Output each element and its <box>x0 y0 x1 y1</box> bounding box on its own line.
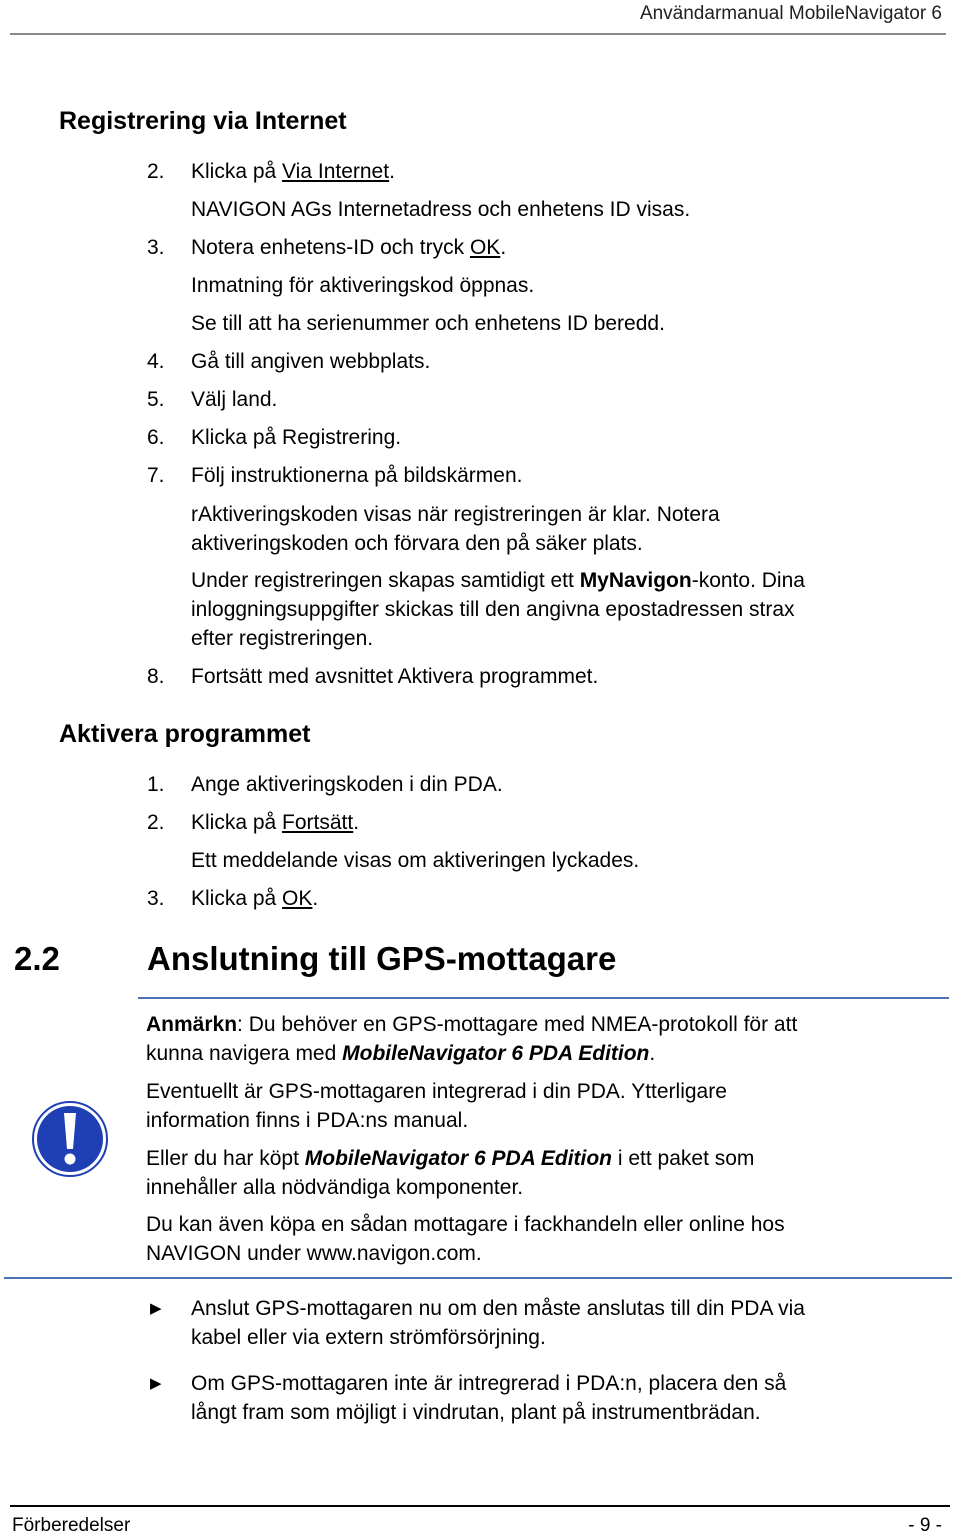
ui-link-fortsatt: Fortsätt <box>282 811 354 834</box>
exclamation-icon <box>30 1099 110 1179</box>
page-number: - 9 - <box>908 1515 942 1536</box>
step-text: Gå till angiven webbplats. <box>191 350 431 373</box>
step-note: Ett meddelande visas om aktiveringen lyckades. <box>191 849 640 872</box>
ui-link-ok: OK <box>469 236 501 259</box>
bullet-line: kabel eller via extern strömförsörjning. <box>191 1326 546 1349</box>
step-note: Se till att ha serienummer och enhetens ID beredd. <box>191 312 665 335</box>
bullet-line: långt fram som möjligt i vindrutan, plant på instrumentbrädan. <box>191 1401 761 1424</box>
running-header-title: Användarmanual MobileNavigator 6 <box>639 3 942 24</box>
note-line: NAVIGON under www.navigon.com. <box>146 1242 482 1265</box>
product-name: MobileNavigator 6 PDA Edition <box>342 1042 650 1065</box>
chapter-number: 2.2 <box>14 940 60 977</box>
note-line: kunna navigera med MobileNavigator 6 PDA Edition. <box>146 1042 656 1065</box>
note-line: innehåller alla nödvändiga komponenter. <box>146 1176 524 1199</box>
note-line: Eller du har köpt MobileNavigator 6 PDA Edition i ett paket som <box>146 1147 755 1170</box>
product-name: MobileNavigator 6 PDA Edition <box>304 1147 613 1170</box>
bullet-line: Om GPS-mottagaren inte är intregrerad i PDA:n, placera den så <box>191 1372 787 1395</box>
step-number: 5. <box>147 388 165 411</box>
paragraph-line: rAktiveringskoden visas när registreringen är klar. Notera <box>191 503 720 526</box>
paragraph-line: aktiveringskoden och förvara den på säker plats. <box>191 532 643 555</box>
step-number: 2. <box>147 160 165 183</box>
note-top-rule <box>138 997 949 999</box>
note-label: Anmärkn <box>146 1013 238 1036</box>
paragraph-line: inloggningsuppgifter skickas till den angivna epostadressen strax <box>191 598 795 621</box>
step-text: Notera enhetens-ID och tryck OK. <box>191 236 507 259</box>
step-number: 3. <box>147 236 165 259</box>
step-text: Klicka på Fortsätt. <box>191 811 360 834</box>
step-number: 3. <box>147 887 165 910</box>
mynavigon-name: MyNavigon <box>579 569 692 592</box>
note-bottom-rule <box>4 1277 952 1279</box>
note-line: Anmärkn: Du behöver en GPS-mottagare med NMEA-protokoll för att <box>146 1013 798 1036</box>
step-number: 8. <box>147 665 165 688</box>
step-text: Välj land. <box>191 388 278 411</box>
paragraph-line: efter registreringen. <box>191 627 374 650</box>
section-heading-activate: Aktivera programmet <box>59 720 311 748</box>
triangle-bullet-icon: ▶ <box>150 1300 162 1317</box>
step-text: Klicka på Registrering. <box>191 426 402 449</box>
note-line: Eventuellt är GPS-mottagaren integrerad i din PDA. Ytterligare <box>146 1080 727 1103</box>
bullet-line: Anslut GPS-mottagaren nu om den måste anslutas till din PDA via <box>191 1297 805 1320</box>
step-text: Klicka på OK. <box>191 887 319 910</box>
ui-link-ok: OK <box>282 887 313 910</box>
step-text: Följ instruktionerna på bildskärmen. <box>191 464 523 487</box>
step-note: NAVIGON AGs Internetadress och enhetens ID visas. <box>191 198 691 221</box>
triangle-bullet-icon: ▶ <box>150 1375 162 1392</box>
footer-section-name: Förberedelser <box>12 1515 131 1536</box>
ui-link-via-internet: Via Internet <box>282 160 390 183</box>
note-line: information finns i PDA:ns manual. <box>146 1109 469 1132</box>
step-number: 2. <box>147 811 165 834</box>
step-text: Klicka på Via Internet. <box>191 160 395 183</box>
footer-rule <box>10 1505 950 1507</box>
step-text: Ange aktiveringskoden i din PDA. <box>191 773 503 796</box>
step-text: Fortsätt med avsnittet Aktivera programmet. <box>191 665 599 688</box>
step-number: 1. <box>147 773 165 796</box>
paragraph-line: Under registreringen skapas samtidigt ett MyNavigon-konto. Dina <box>191 569 805 592</box>
chapter-title: Anslutning till GPS-mottagare <box>147 940 617 977</box>
step-note: Inmatning för aktiveringskod öppnas. <box>191 274 535 297</box>
step-number: 4. <box>147 350 165 373</box>
note-line: Du kan även köpa en sådan mottagare i fackhandeln eller online hos <box>146 1213 785 1236</box>
header-rule <box>10 33 946 35</box>
step-number: 7. <box>147 464 165 487</box>
section-heading-internet: Registrering via Internet <box>59 107 347 135</box>
step-number: 6. <box>147 426 165 449</box>
